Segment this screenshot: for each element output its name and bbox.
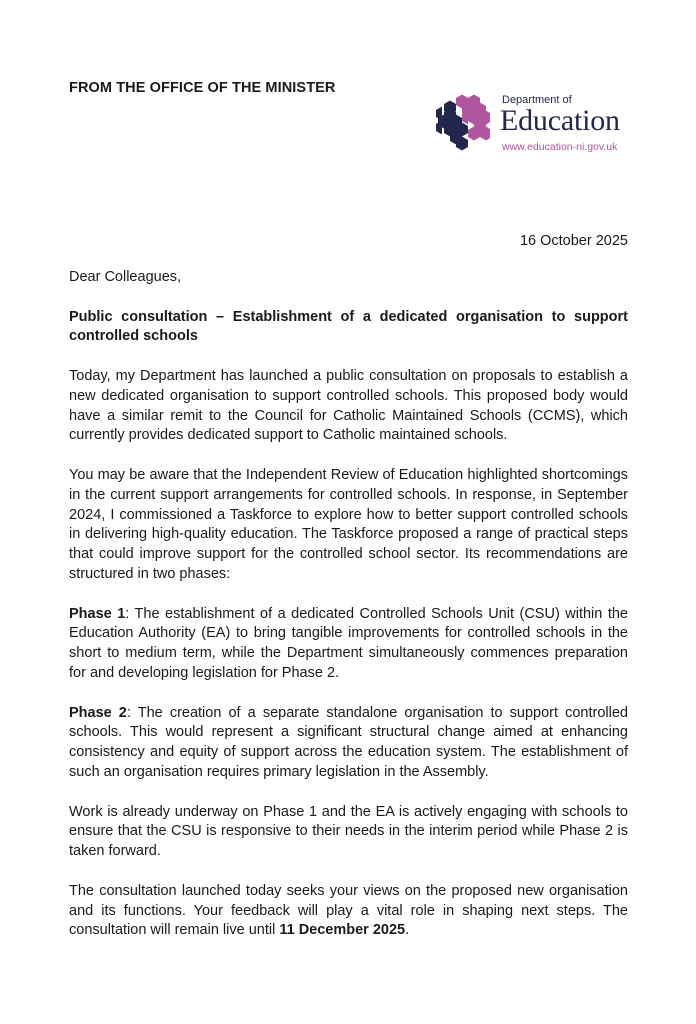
paragraph-progress: Work is already underway on Phase 1 and the EA is actively engaging with schools to ensure that the CSU is responsive to their needs in the interim period while Phase 2 is taken forward. <box>69 803 628 860</box>
consultation-text: The consultation launched today seeks your views on the proposed new organisation and its functions. Your feedback will play a vital role in shaping next steps. The consultation will remain live until <box>69 882 628 939</box>
letter-body <box>69 268 628 961</box>
paragraph-phase-1 <box>69 605 628 684</box>
office-heading: FROM THE OFFICE OF THE MINISTER <box>69 80 336 96</box>
phase-2-text: : The creation of a separate standalone organisation to support controlled schools. This would represent a significant structural change aimed at enhancing consistency and equity of support across the education system. The establishment of such an organisation requires primary legislation in the Assembly. <box>69 704 628 780</box>
department-logo <box>434 92 644 158</box>
logo-line-department: Department of <box>502 94 572 106</box>
paragraph-background: You may be aware that the Independent Review of Education highlighted shortcomings in the current support arrangements for controlled schools. In response, in September 2024, I commissioned a Taskforce to explore how to better support controlled schools in delivering high-quality education. The Taskforce proposed a range of practical steps that could improve support for the controlled school sector. Its recommendations are structured in two phases: <box>69 466 628 582</box>
paragraph-consultation <box>69 882 628 941</box>
logo-url: www.education-ni.gov.uk <box>502 141 618 153</box>
letter-subject: Public consultation – Establishment of a dedicated organisation to support controlled schools <box>69 308 628 345</box>
hexagon-logo-icon <box>434 92 496 154</box>
phase-1-label: Phase 1 <box>69 605 126 622</box>
paragraph-intro: Today, my Department has launched a public consultation on proposals to establish a new dedicated organisation to support controlled schools. This proposed body would have a similar remit to the Council for Catholic Maintained Schools (CCMS), which currently provides dedicated support to Catholic maintained schools. <box>69 367 628 444</box>
phase-1-text: : The establishment of a dedicated Controlled Schools Unit (CSU) within the Education Authority (EA) to bring tangible improvements for controlled schools in the short to medium term, while the Department simultaneously commences preparation for and developing legislation for Phase 2. <box>69 605 628 681</box>
salutation: Dear Colleagues, <box>69 269 182 285</box>
letter-date: 16 October 2025 <box>519 233 628 249</box>
consultation-deadline: 11 December 2025 <box>279 922 406 939</box>
phase-2-label: Phase 2 <box>69 704 127 721</box>
consultation-end: . <box>405 922 410 939</box>
paragraph-phase-2 <box>69 704 628 783</box>
logo-line-education: Education <box>500 104 620 137</box>
